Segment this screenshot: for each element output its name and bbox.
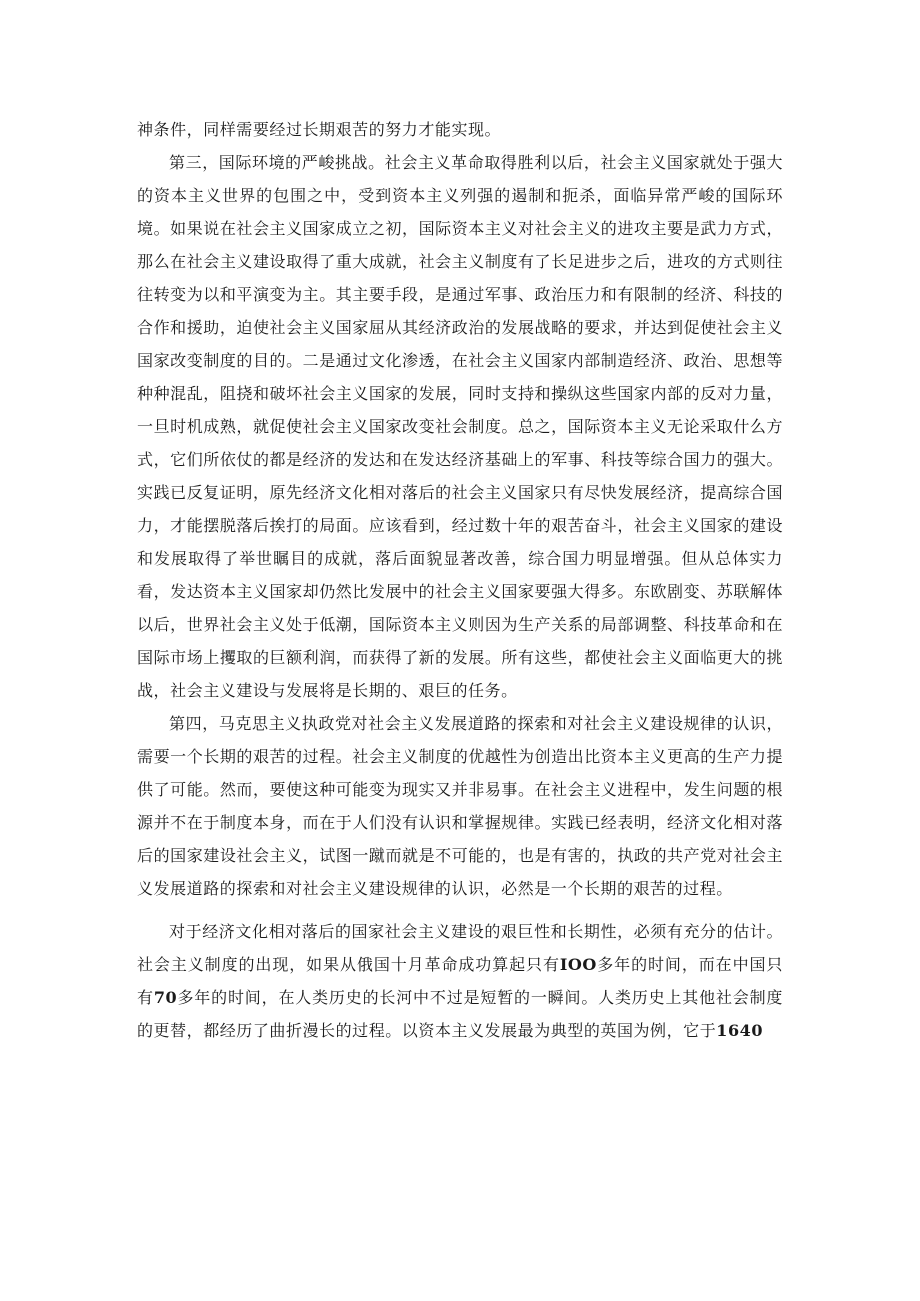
number-years-china: 70 bbox=[153, 988, 178, 1007]
text-segment: 多年的时间，在人类历史的长河中不过是短暂的一瞬间。人类历史上其他社会制度的更替，都经历了曲折漫长的过程。以资本主义发展最为典型的英国为例，它于 bbox=[137, 988, 783, 1040]
paragraph-estimation bbox=[137, 915, 783, 1047]
paragraph-fourth-process: 第四，马克思主义执政党对社会主义发展道路的探索和对社会主义建设规律的认识，需要一个长期的艰苦的过程。社会主义制度的优越性为创造出比资本主义更高的生产力提供了可能。然而，要使这种可能变为现实又并非易事。在社会主义进程中，发生问题的根源并不在于制度本身，而在于人们没有认识和掌握规律。实践已经表明，经济文化相对落后的国家建设社会主义，试图一蹴而就是不可能的，也是有害的，执政的共产党对社会主义发展道路的探索和对社会主义建设规律的认识，必然是一个长期的艰苦的过程。 bbox=[137, 714, 783, 898]
paragraph-continuation: 神条件，同样需要经过长期艰苦的努力才能实现。 bbox=[137, 120, 502, 139]
number-years-russia: IOO bbox=[559, 955, 597, 974]
text-segment: 多年的时间，而在中国只有 bbox=[137, 955, 783, 1007]
text-segment: 对于经济文化相对落后的国家社会主义建设的艰巨性和长期性，必须有充分的估计。社会主义制度的出现，如果从俄国十月革命成功算起只有 bbox=[137, 922, 783, 974]
paragraph-third-challenge: 第三，国际环境的严峻挑战。社会主义革命取得胜利以后，社会主义国家就处于强大的资本主义世界的包围之中，受到资本主义列强的遏制和扼杀，面临异常严峻的国际环境。如果说在社会主义国家成立之初，国际资本主义对社会主义的进攻主要是武力方式，那么在社会主义建设取得了重大成就，社会主义制度有了长足进步之后，进攻的方式则往往转变为以和平演变为主。其主要手段，是通过军事、政治压力和有限制的经济、科技的合作和援助，迫使社会主义国家屈从其经济政治的发展战略的要求，并达到促使社会主义国家改变制度的目的。二是通过文化渗透，在社会主义国家内部制造经济、政治、思想等种种混乱，阻挠和破坏社会主义国家的发展，同时支持和操纵这些国家内部的反对力量，一旦时机成熟，就促使社会主义国家改变社会制度。总之，国际资本主义无论采取什么方式，它们所依仗的都是经济的发达和在发达经济基础上的军事、科技等综合国力的强大。实践已反复证明，原先经济文化相对落后的社会主义国家只有尽快发展经济，提高综合国力，才能摆脱落后挨打的局面。应该看到，经过数十年的艰苦奋斗，社会主义国家的建设和发展取得了举世瞩目的成就，落后面貌显著改善，综合国力明显增强。但从总体实力看，发达资本主义国家却仍然比发展中的社会主义国家要强大得多。东欧剧变、苏联解体以后，世界社会主义处于低潮，国际资本主义则因为生产关系的局部调整、科技革命和在国际市场上攫取的巨额利润，而获得了新的发展。所有这些，都使社会主义面临更大的挑战，社会主义建设与发展将是长期的、艰巨的任务。 bbox=[137, 153, 783, 700]
number-year-1640: 1640 bbox=[716, 1021, 763, 1040]
